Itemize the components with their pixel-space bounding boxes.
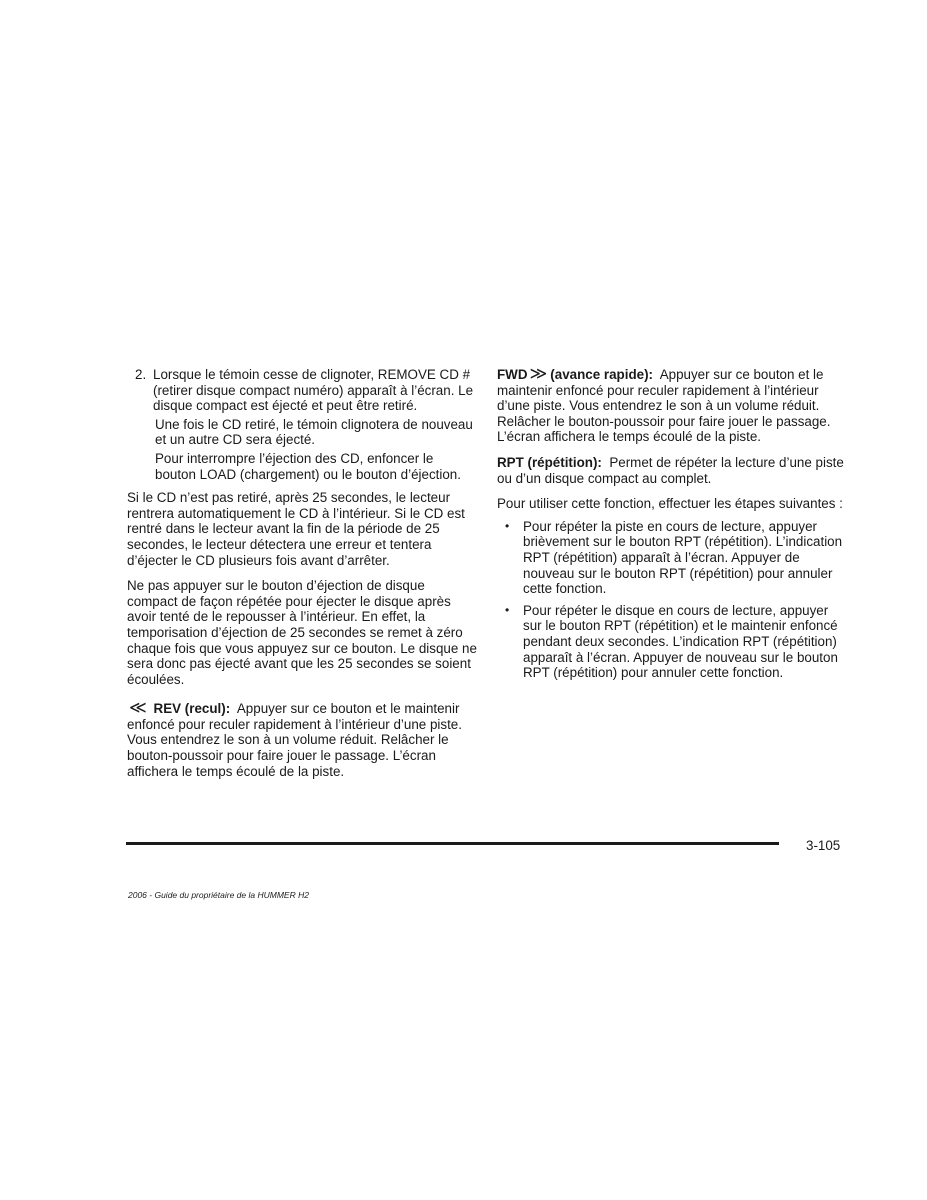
fwd-text: Appuyer sur ce bouton et le maintenir enfoncé pour reculer rapidement à l’intérieur d’une piste. Vous entendrez le son à un volume réduit. Relâcher le bouton-poussoir pour faire jouer le passage. L’écran affichera le temps écoulé de la piste. [497,367,831,445]
bullet-text: Pour répéter la piste en cours de lecture, appuyer brièvement sur le bouton RPT (répétition). L’indication RPT (répétition) apparaît à l’écran. Appuyer de nouveau sur le bouton RPT (répétition) pour annuler cette fonction. [523,518,843,597]
fast-forward-icon: ≫ [529,364,548,384]
left-column [127,367,477,789]
footer-text: 2006 - Guide du propriétaire de la HUMMER H2 [128,890,309,900]
paragraph-rev [127,698,477,779]
step-2-subparagraph-1: Une fois le CD retiré, le témoin clignotera de nouveau et un autre CD sera éjecté. [155,416,473,448]
bullet-icon: • [505,518,510,533]
rev-text: Appuyer sur ce bouton et le maintenir enfoncé pour reculer rapidement à l’intérieur d’une piste. Vous entendrez le son à un volume réduit. Relâcher le bouton-poussoir pour faire jouer le passage. L’écran affichera le temps écoulé de la piste. [127,701,462,779]
list-item [497,603,847,681]
fwd-label-2: (avance rapide): [550,367,653,382]
step-number: 2. [135,367,147,382]
fwd-label: FWD [497,367,528,382]
step-2-text: Lorsque le témoin cesse de clignoter, REMOVE CD # (retirer disque compact numéro) apparaît à l’écran. Le disque compact est éjecté et peut être retiré. [153,367,474,414]
horizontal-rule [126,842,779,845]
rpt-label: RPT (répétition): [497,454,602,470]
bullet-icon: • [505,602,510,617]
step-2-subparagraph-2: Pour interrompre l’éjection des CD, enfoncer le bouton LOAD (chargement) ou le bouton d’éjection. [155,450,461,482]
rewind-icon: ≪ [129,698,147,719]
rev-label: REV (recul): [153,701,231,717]
paragraph-fwd [497,364,847,445]
bullet-text: Pour répéter le disque en cours de lecture, appuyer sur le bouton RPT (répétition) et le maintenir enfoncé pendant deux secondes. L’indication RPT (répétition) apparaît à l’écran. Appuyer de nouveau sur le bouton RPT (répétition) pour annuler cette fonction. [523,602,838,681]
list-item [497,519,847,597]
paragraph-steps-intro: Pour utiliser cette fonction, effectuer les étapes suivantes : [497,496,843,512]
right-column [497,364,847,687]
paragraph-rpt [497,455,847,486]
paragraph-cd-not-removed: Si le CD n’est pas retiré, après 25 secondes, le lecteur rentrera automatiquement le CD à l’intérieur. Si le CD est rentré dans le lecteur avant la fin de la période de 25 secondes, le lecteur détectera une erreur et tentera d’éjecter le CD plusieurs fois avant d’arrêter. [127,490,465,568]
rpt-text: Permet de répéter la lecture d’une piste ou d’un disque compact au complet. [497,454,844,486]
step-2 [127,367,477,414]
page-number: 3-105 [806,838,841,853]
paragraph-do-not-press: Ne pas appuyer sur le bouton d’éjection de disque compact de façon répétée pour éjecter le disque après avoir tenté de le repousser à l’intérieur. En effet, la temporisation d’éjection de 25 secondes se remet à zéro chaque fois que vous appuyez sur ce bouton. Le disque ne sera donc pas éjecté avant que les 25 secondes se soient écoulées. [127,578,477,687]
